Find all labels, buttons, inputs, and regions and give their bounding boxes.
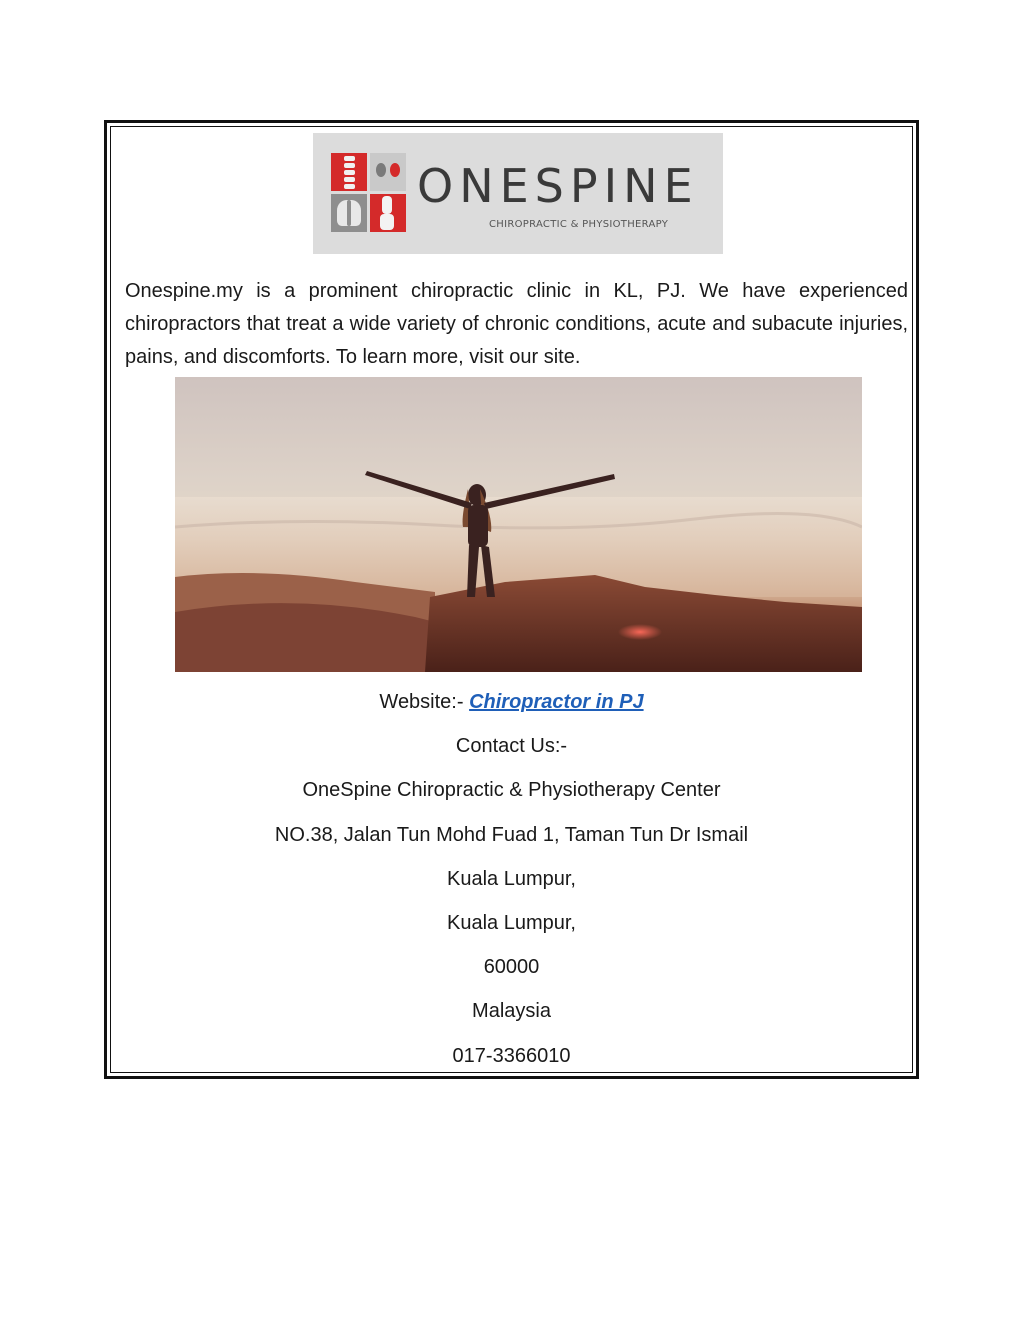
pelvis-tile-icon (370, 153, 406, 191)
street-address: NO.38, Jalan Tun Mohd Fuad 1, Taman Tun Dr Ismail (274, 824, 749, 846)
intro-paragraph: Onespine.my is a prominent chiropractic clinic in KL, PJ. We have experienced chiropractors that treat a wide variety of chronic conditions, acute and subacute injuries, pains, and discomforts. To learn more, visit our site. (125, 280, 908, 368)
contact-heading: Contact Us:- (455, 735, 568, 757)
woman-on-mountain-photo (175, 377, 862, 672)
logo-brand-text: ONESPINE (417, 159, 699, 213)
page-frame-inner (110, 126, 913, 1073)
city-line: Kuala Lumpur, (447, 868, 576, 890)
logo-tiles (331, 153, 407, 233)
spine-tile-icon (331, 153, 367, 191)
knee-tile-icon (370, 194, 406, 232)
clinic-name: OneSpine Chiropractic & Physiotherapy Center (302, 779, 721, 801)
postcode-line: 60000 (483, 956, 540, 978)
logo-tagline: CHIROPRACTIC & PHYSIOTHERAPY (489, 219, 669, 230)
ribcage-tile-icon (331, 194, 367, 232)
state-line: Kuala Lumpur, (447, 912, 576, 934)
onespine-logo (313, 133, 723, 254)
website-label: Website:- (379, 691, 470, 713)
photo-illustration (175, 377, 862, 672)
chiropractor-link[interactable]: Chiropractor in PJ (469, 691, 644, 713)
phone-line: 017-3366010 (452, 1045, 571, 1067)
website-line (111, 691, 912, 714)
country-line: Malaysia (472, 1000, 551, 1022)
page-frame (104, 120, 919, 1079)
